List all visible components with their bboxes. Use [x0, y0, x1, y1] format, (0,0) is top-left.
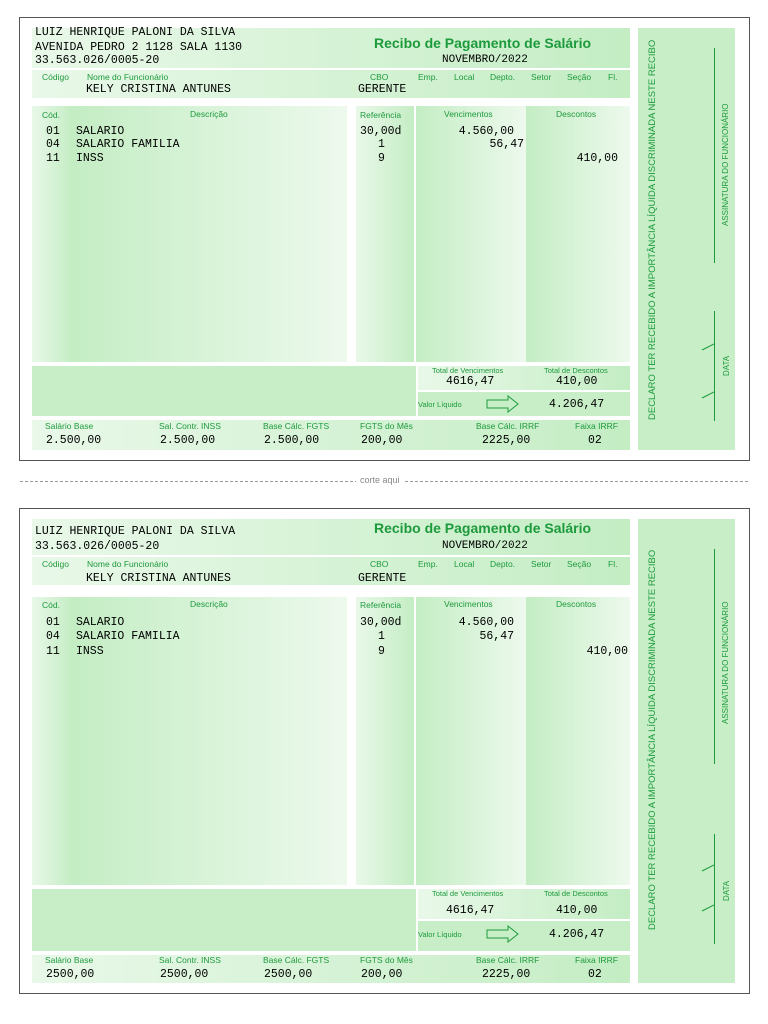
label-fl: Fl. — [608, 72, 618, 82]
label-descontos: Descontos — [556, 599, 597, 609]
declaration-text: DECLARO TER RECEBIDO A IMPORTÂNCIA LÍQUIDA DISCRIMINADA NESTE RECIBO — [647, 39, 658, 420]
item-venc: 56,47 — [489, 138, 524, 151]
fgts-mes: 200,00 — [361, 968, 403, 981]
item-desc: SALARIO FAMILIA — [76, 138, 180, 151]
label-total-desc: Total de Descontos — [544, 889, 608, 898]
total-vencimentos: 4616,47 — [446, 375, 495, 388]
label-salario-base: Salário Base — [45, 421, 94, 431]
label-descricao: Descrição — [190, 599, 228, 609]
item-cod: 04 — [46, 138, 60, 151]
notes-area — [32, 889, 416, 951]
label-depto: Depto. — [490, 559, 516, 569]
label-assinatura: ASSINATURA DO FUNCIONÁRIO — [721, 103, 730, 226]
arrow-right-icon — [486, 395, 520, 413]
label-total-venc: Total de Vencimentos — [432, 366, 504, 375]
label-base-fgts: Base Cálc. FGTS — [263, 955, 330, 965]
label-emp: Emp. — [418, 72, 438, 82]
total-vencimentos: 4616,47 — [446, 904, 495, 917]
label-total-desc: Total de Descontos — [544, 366, 608, 375]
sal-contr-inss: 2500,00 — [160, 968, 209, 981]
receipt-period: NOVEMBRO/2022 — [442, 540, 528, 552]
label-fgts-mes: FGTS do Mês — [360, 955, 413, 965]
label-local: Local — [454, 72, 475, 82]
label-cod: Cód. — [42, 600, 60, 610]
item-desc: INSS — [76, 152, 104, 165]
label-cbo: CBO — [370, 72, 389, 82]
label-vencimentos: Vencimentos — [444, 599, 493, 609]
col-referencia — [356, 106, 414, 362]
fgts-mes: 200,00 — [361, 434, 403, 447]
col-descontos — [526, 106, 630, 362]
label-referencia: Referência — [360, 110, 402, 120]
item-desc-val: 410,00 — [576, 152, 618, 165]
label-sal-contr-inss: Sal. Contr. INSS — [159, 421, 221, 431]
payslip-receipt-2 — [19, 508, 750, 994]
item-cod: 01 — [46, 125, 60, 138]
cut-label: corte aqui — [356, 475, 404, 485]
bases-band — [32, 955, 630, 983]
company-cnpj: 33.563.026/0005-20 — [35, 54, 160, 67]
col-referencia — [356, 597, 414, 885]
label-sal-contr-inss: Sal. Contr. INSS — [159, 955, 221, 965]
base-fgts: 2.500,00 — [264, 434, 320, 447]
label-base-irrf: Base Cálc. IRRF — [476, 421, 540, 431]
receipt-title: Recibo de Pagamento de Salário — [374, 520, 592, 536]
label-faixa-irrf: Faixa IRRF — [575, 955, 618, 965]
arrow-right-icon — [486, 925, 520, 943]
label-faixa-irrf: Faixa IRRF — [575, 421, 618, 431]
item-cod: 04 — [46, 630, 60, 643]
label-data: DATA — [722, 880, 731, 901]
item-ref: 30,00d — [360, 125, 402, 138]
label-local: Local — [454, 559, 475, 569]
item-desc: INSS — [76, 645, 104, 658]
label-setor: Setor — [531, 559, 552, 569]
item-desc: SALARIO — [76, 616, 125, 629]
signature-line — [714, 549, 715, 764]
label-base-fgts: Base Cálc. FGTS — [263, 421, 330, 431]
label-nome: Nome do Funcionário — [87, 559, 169, 569]
item-ref: 1 — [378, 138, 385, 151]
base-fgts: 2500,00 — [264, 968, 313, 981]
company-name: LUIZ HENRIQUE PALONI DA SILVA — [35, 26, 236, 39]
valor-liquido: 4.206,47 — [549, 928, 605, 941]
label-fl: Fl. — [608, 559, 618, 569]
label-valor-liquido: Valor Líquido — [418, 930, 462, 939]
item-ref: 9 — [378, 152, 385, 165]
label-base-irrf: Base Cálc. IRRF — [476, 955, 540, 965]
item-ref: 1 — [378, 630, 385, 643]
total-descontos: 410,00 — [556, 375, 598, 388]
employee-role: GERENTE — [358, 83, 407, 96]
date-slash-marks — [700, 338, 714, 418]
receipt-title: Recibo de Pagamento de Salário — [374, 35, 592, 51]
declaration-text: DECLARO TER RECEBIDO A IMPORTÂNCIA LÍQUIDA DISCRIMINADA NESTE RECIBO — [647, 549, 658, 930]
receipt-period: NOVEMBRO/2022 — [442, 54, 528, 66]
employee-role: GERENTE — [358, 572, 407, 585]
base-irrf: 2225,00 — [482, 434, 531, 447]
item-ref: 30,00d — [360, 616, 402, 629]
item-desc: SALARIO FAMILIA — [76, 630, 180, 643]
item-venc: 4.560,00 — [458, 125, 514, 138]
label-total-venc: Total de Vencimentos — [432, 889, 504, 898]
bases-band — [32, 420, 630, 450]
item-venc: 4.560,00 — [458, 616, 514, 629]
label-cod: Cód. — [42, 110, 60, 120]
salario-base: 2500,00 — [46, 968, 95, 981]
item-cod: 01 — [46, 616, 60, 629]
label-vencimentos: Vencimentos — [444, 109, 493, 119]
col-descontos — [526, 597, 630, 885]
signature-line — [714, 48, 715, 263]
label-setor: Setor — [531, 72, 552, 82]
item-cod: 11 — [46, 152, 60, 165]
label-assinatura: ASSINATURA DO FUNCIONÁRIO — [721, 601, 730, 724]
faixa-irrf: 02 — [588, 434, 602, 447]
label-descricao: Descrição — [190, 109, 228, 119]
label-descontos: Descontos — [556, 109, 597, 119]
company-name: LUIZ HENRIQUE PALONI DA SILVA — [35, 525, 236, 538]
employee-name: KELY CRISTINA ANTUNES — [86, 572, 231, 585]
item-desc-val: 410,00 — [586, 645, 628, 658]
company-address: AVENIDA PEDRO 2 1128 SALA 1130 — [35, 41, 243, 54]
label-data: DATA — [722, 355, 731, 376]
total-descontos: 410,00 — [556, 904, 598, 917]
date-line — [714, 311, 715, 421]
date-line — [714, 834, 715, 944]
label-secao: Seção — [567, 559, 592, 569]
label-salario-base: Salário Base — [45, 955, 94, 965]
label-referencia: Referência — [360, 600, 402, 610]
item-cod: 11 — [46, 645, 60, 658]
label-nome: Nome do Funcionário — [87, 72, 169, 82]
salario-base: 2.500,00 — [46, 434, 102, 447]
label-cbo: CBO — [370, 559, 389, 569]
label-valor-liquido: Valor Líquido — [418, 400, 462, 409]
notes-area — [32, 366, 416, 416]
label-fgts-mes: FGTS do Mês — [360, 421, 413, 431]
sal-contr-inss: 2.500,00 — [160, 434, 216, 447]
valor-liquido: 4.206,47 — [549, 398, 605, 411]
label-codigo: Código — [42, 559, 69, 569]
date-slash-marks — [700, 859, 714, 939]
base-irrf: 2225,00 — [482, 968, 531, 981]
label-depto: Depto. — [490, 72, 516, 82]
company-cnpj: 33.563.026/0005-20 — [35, 540, 160, 553]
faixa-irrf: 02 — [588, 968, 602, 981]
employee-name: KELY CRISTINA ANTUNES — [86, 83, 231, 96]
item-desc: SALARIO — [76, 125, 125, 138]
item-ref: 9 — [378, 645, 385, 658]
label-codigo: Código — [42, 72, 69, 82]
item-venc: 56,47 — [479, 630, 514, 643]
payslip-receipt-1 — [19, 17, 750, 461]
label-emp: Emp. — [418, 559, 438, 569]
label-secao: Seção — [567, 72, 592, 82]
